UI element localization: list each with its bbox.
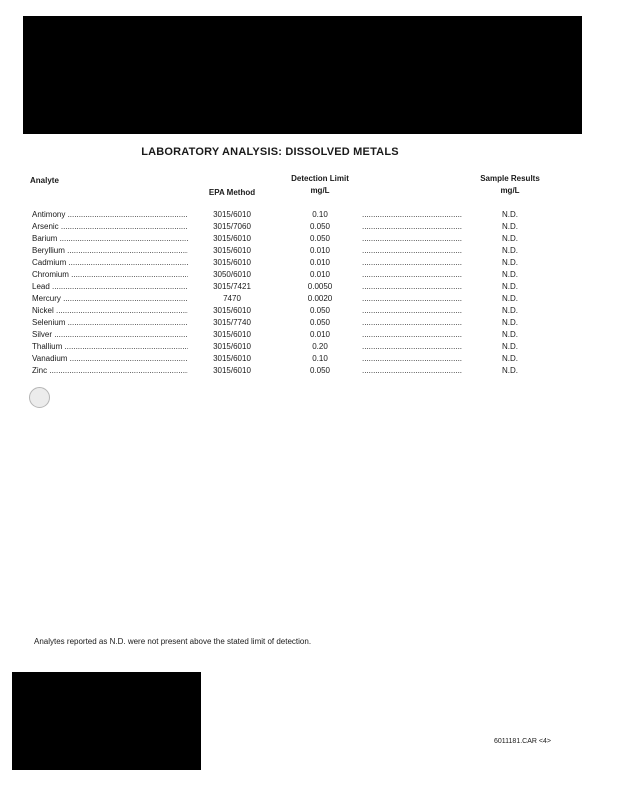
epa-method: 3015/7060	[213, 222, 251, 231]
detection-limit: 0.0020	[307, 294, 333, 303]
analyte-name: Nickel .....	[32, 306, 188, 315]
detection-limit: 0.010	[309, 258, 331, 267]
page-title: LABORATORY ANALYSIS: DISSOLVED METALS	[141, 146, 399, 158]
table-row	[0, 354, 618, 366]
detection-limit: 0.10	[312, 354, 328, 363]
dot-leader	[362, 246, 462, 255]
epa-method: 3015/6010	[213, 342, 251, 351]
dot-leader	[362, 210, 462, 219]
analyte-name: Cadmium .....	[32, 258, 188, 267]
analyte-name: Antimony .....	[32, 210, 188, 219]
detection-limit: 0.20	[312, 342, 328, 351]
analyte-name: Zinc .....	[32, 366, 188, 375]
table-row	[0, 282, 618, 294]
document-id: 6011181.CAR <4>	[494, 738, 551, 745]
epa-method: 3015/6010	[213, 330, 251, 339]
sample-result: N.D.	[502, 366, 518, 375]
detection-limit: 0.010	[309, 246, 331, 255]
dot-leader	[362, 330, 462, 339]
dot-leader	[362, 234, 462, 243]
sample-result: N.D.	[502, 258, 518, 267]
col-header-limit-unit: mg/L	[310, 186, 330, 195]
epa-method: 3015/6010	[213, 210, 251, 219]
detection-limit: 0.050	[309, 306, 331, 315]
table-row	[0, 294, 618, 306]
dot-leader	[362, 222, 462, 231]
redacted-signature-block	[12, 672, 201, 770]
sample-result: N.D.	[502, 306, 518, 315]
sample-result: N.D.	[502, 282, 518, 291]
footnote: Analytes reported as N.D. were not present above the stated limit of detection.	[34, 637, 312, 646]
dot-leader	[362, 318, 462, 327]
detection-limit: 0.010	[309, 270, 331, 279]
table-row	[0, 222, 618, 234]
table-row	[0, 270, 618, 282]
table-row	[0, 210, 618, 222]
epa-method: 3015/6010	[213, 354, 251, 363]
col-header-result: Sample Results	[480, 174, 540, 183]
redacted-header-block	[23, 16, 582, 134]
analyte-name: Beryllium .....	[32, 246, 188, 255]
analyte-name: Barium .....	[32, 234, 188, 243]
epa-method: 3050/6010	[213, 270, 251, 279]
col-header-method: EPA Method	[208, 188, 256, 197]
col-header-result-unit: mg/L	[500, 186, 520, 195]
dot-leader	[362, 282, 462, 291]
col-header-analyte: Analyte	[30, 176, 59, 185]
epa-method: 7470	[223, 294, 241, 303]
hole-punch-mark	[29, 387, 50, 408]
epa-method: 3015/6010	[213, 234, 251, 243]
sample-result: N.D.	[502, 318, 518, 327]
dot-leader	[362, 342, 462, 351]
dot-leader	[362, 258, 462, 267]
analyte-name: Lead .....	[32, 282, 188, 291]
analyte-name: Vanadium .....	[32, 354, 188, 363]
sample-result: N.D.	[502, 210, 518, 219]
epa-method: 3015/6010	[213, 258, 251, 267]
table-row	[0, 234, 618, 246]
dot-leader	[362, 294, 462, 303]
sample-result: N.D.	[502, 342, 518, 351]
dot-leader	[362, 354, 462, 363]
analyte-name: Selenium .....	[32, 318, 188, 327]
epa-method: 3015/7740	[213, 318, 251, 327]
epa-method: 3015/6010	[213, 306, 251, 315]
detection-limit: 0.050	[309, 222, 331, 231]
detection-limit: 0.010	[309, 330, 331, 339]
analyte-name: Thallium .....	[32, 342, 188, 351]
table-row	[0, 306, 618, 318]
epa-method: 3015/6010	[213, 366, 251, 375]
sample-result: N.D.	[502, 354, 518, 363]
table-row	[0, 366, 618, 378]
analyte-name: Mercury .....	[32, 294, 188, 303]
detection-limit: 0.10	[312, 210, 328, 219]
detection-limit: 0.050	[309, 366, 331, 375]
detection-limit: 0.050	[309, 318, 331, 327]
table-row	[0, 258, 618, 270]
analyte-name: Silver .....	[32, 330, 188, 339]
table-row	[0, 318, 618, 330]
dot-leader	[362, 306, 462, 315]
epa-method: 3015/7421	[213, 282, 251, 291]
sample-result: N.D.	[502, 330, 518, 339]
dot-leader	[362, 270, 462, 279]
analyte-name: Arsenic .....	[32, 222, 188, 231]
dot-leader	[362, 366, 462, 375]
table-row	[0, 330, 618, 342]
epa-method: 3015/6010	[213, 246, 251, 255]
analyte-name: Chromium .....	[32, 270, 188, 279]
sample-result: N.D.	[502, 270, 518, 279]
detection-limit: 0.050	[309, 234, 331, 243]
col-header-limit: Detection Limit	[291, 174, 349, 183]
table-row	[0, 342, 618, 354]
table-row	[0, 246, 618, 258]
sample-result: N.D.	[502, 222, 518, 231]
sample-result: N.D.	[502, 246, 518, 255]
sample-result: N.D.	[502, 234, 518, 243]
detection-limit: 0.0050	[307, 282, 333, 291]
sample-result: N.D.	[502, 294, 518, 303]
